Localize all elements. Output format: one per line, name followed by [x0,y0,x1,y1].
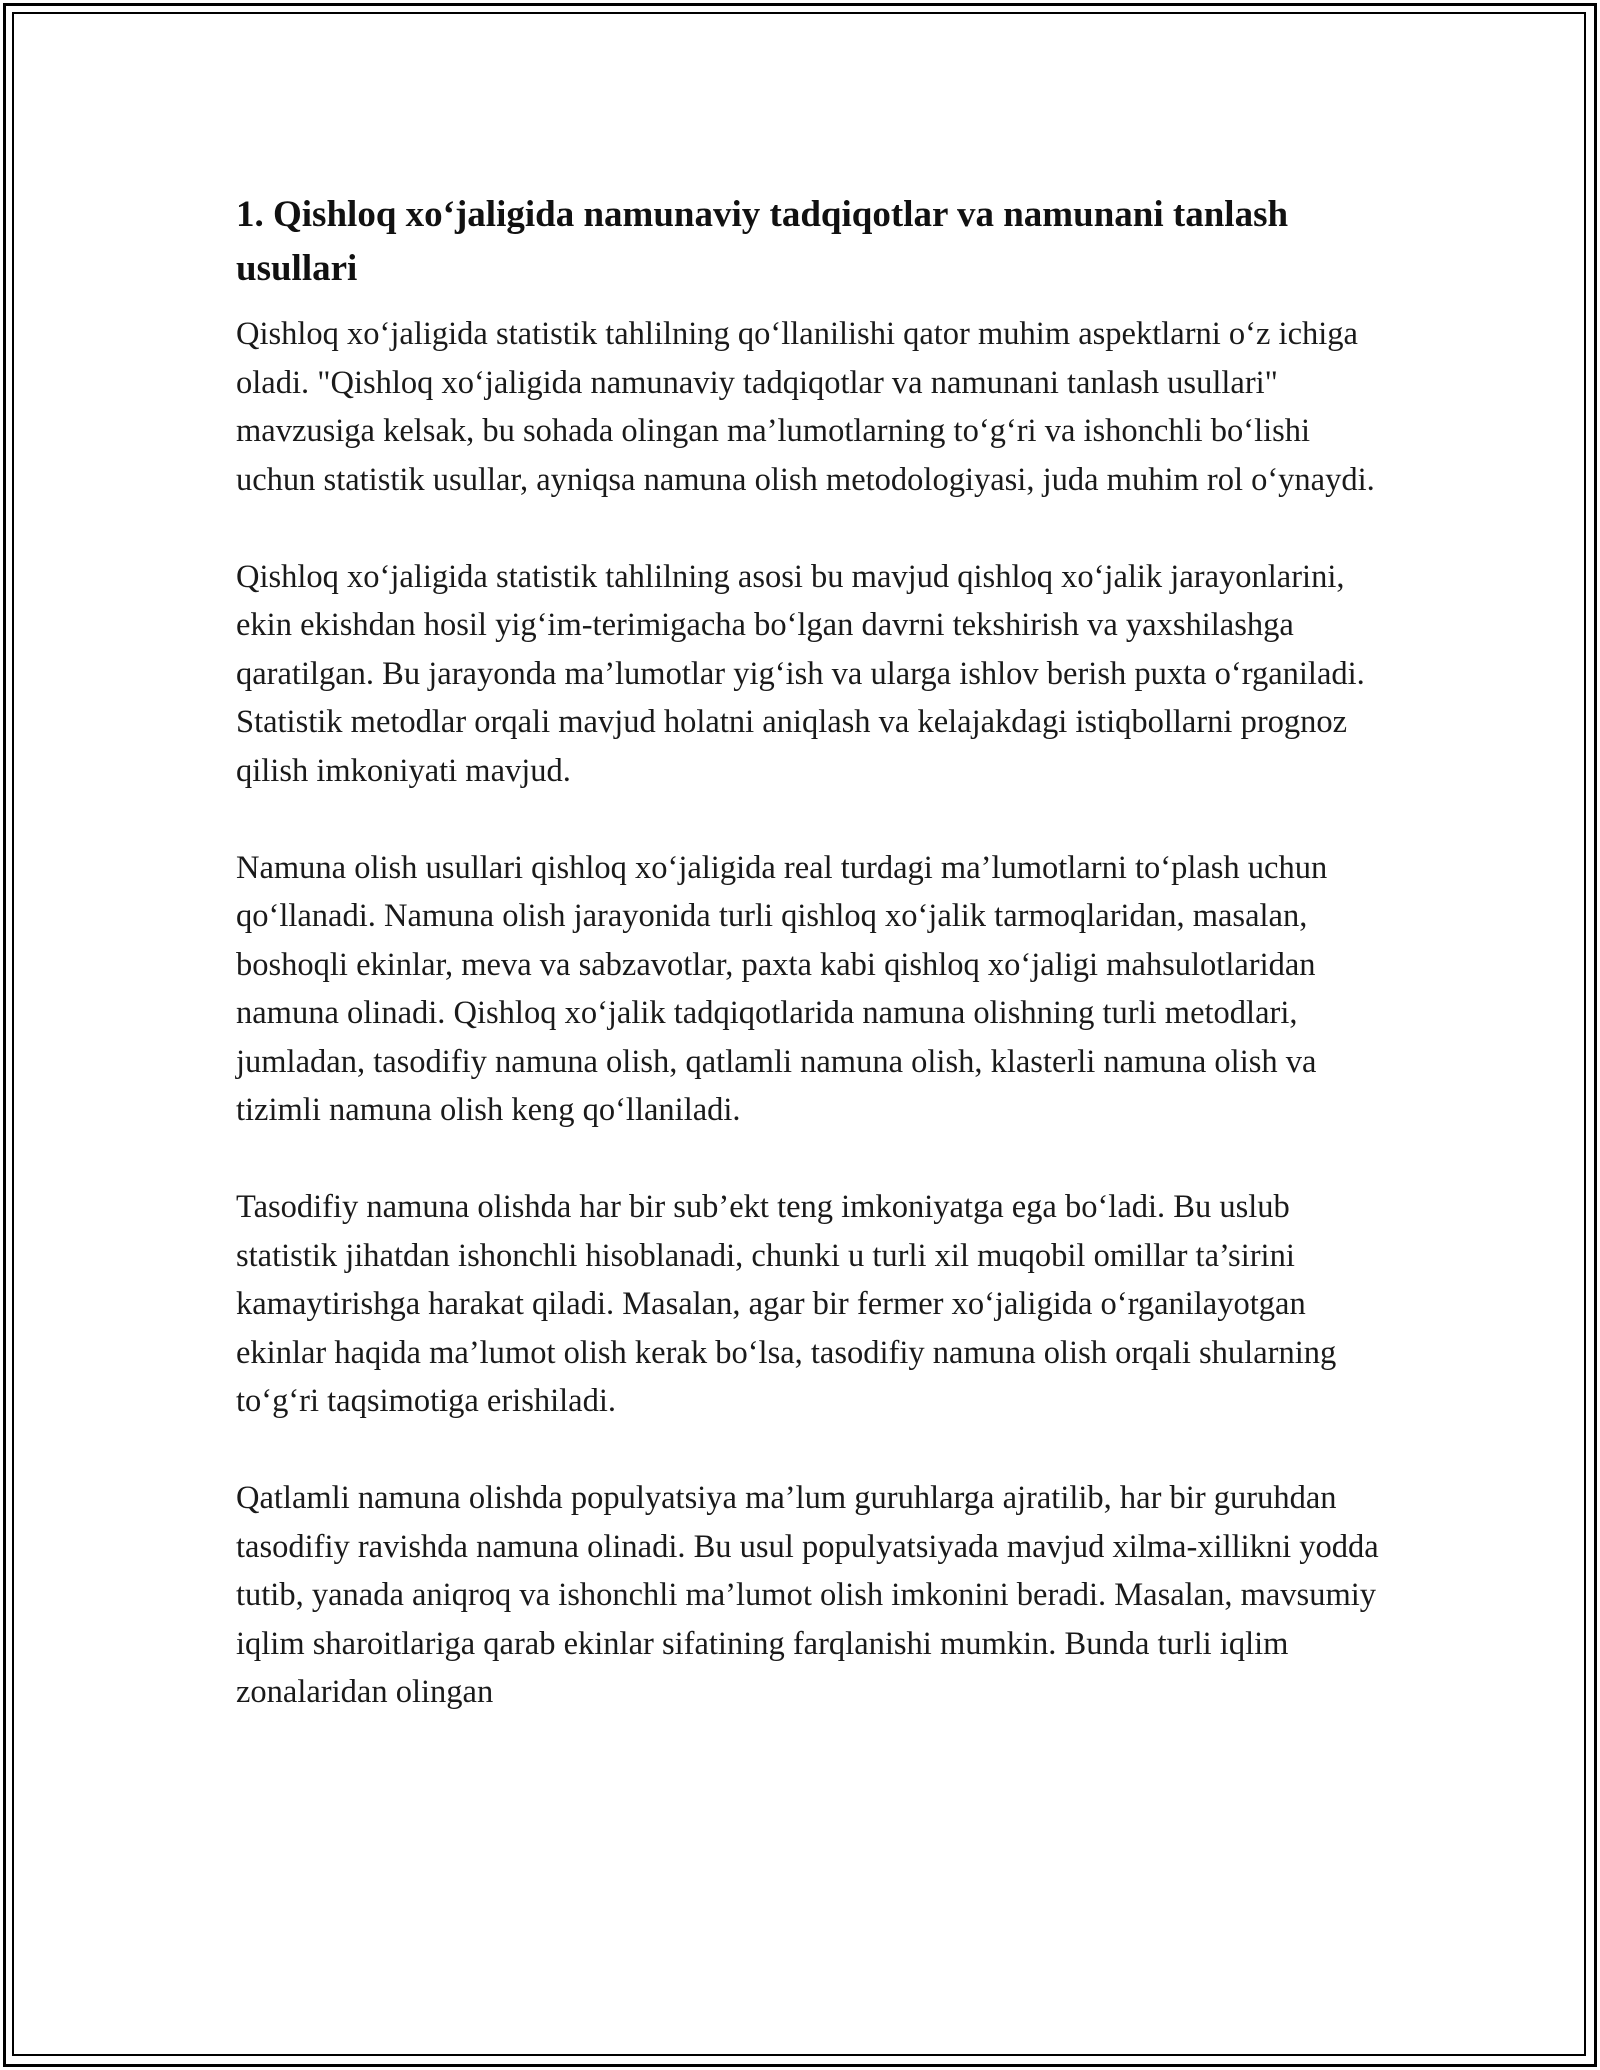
section-heading: 1. Qishloq xo‘jaligida namunaviy tadqiqotlar va namunani tanlash usullari [236,194,1289,289]
paragraph-4: Tasodifiy namuna olishda har bir sub’ekt teng imkoniyatga ega bo‘ladi. Bu uslub statistik jihatdan ishonchli hisoblanadi, chunki u turli xil muqobil omillar ta’sirini kamaytirishga harakat qiladi. Masalan, agar bir fermer xo‘jaligida o‘rganilayotgan ekinlar haqida ma’lumot olish kerak bo‘lsa, tasodifiy namuna olish orqali shularning to‘g‘ri taqsimotiga erishiladi. [236,1189,1337,1419]
paragraph-5: Qatlamli namuna olishda populyatsiya ma’lum guruhlarga ajratilib, har bir guruhdan tasodifiy ravishda namuna olinadi. Bu usul populyatsiyada mavjud xilma-xillikni yodda tutib, yanada aniqroq va ishonchli ma’lumot olish imkonini beradi. Masalan, mavsumiy iqlim sharoitlariga qarab ekinlar sifatining farqlanishi mumkin. Bunda turli iqlim zonalaridan olingan [236,1480,1379,1710]
document-body [236,188,1386,1765]
paragraph-3: Namuna olish usullari qishloq xo‘jaligida real turdagi ma’lumotlarni to‘plash uchun qo‘llanadi. Namuna olish jarayonida turli qishloq xo‘jalik tarmoqlaridan, masalan, boshoqli ekinlar, meva va sabzavotlar, paxta kabi qishloq xo‘jaligi mahsulotlaridan namuna olinadi. Qishloq xo‘jalik tadqiqotlarida namuna olishning turli metodlari, jumladan, tasodifiy namuna olish, qatlamli namuna olish, klasterli namuna olish va tizimli namuna olish keng qo‘llaniladi. [236,849,1328,1128]
paragraph-1: Qishloq xo‘jaligida statistik tahlilning qo‘llanilishi qator muhim aspektlarni o‘z ichiga oladi. "Qishloq xo‘jaligida namunaviy tadqiqotlar va namunani tanlash usullari" mavzusiga kelsak, bu sohada olingan ma’lumotlarning to‘g‘ri va ishonchli bo‘lishi uchun statistik usullar, ayniqsa namuna olish metodologiyasi, juda muhim rol o‘ynaydi. [236,316,1375,498]
paragraph-2: Qishloq xo‘jaligida statistik tahlilning asosi bu mavjud qishloq xo‘jalik jarayonlarini, ekin ekishdan hosil yig‘im-terimigacha bo‘lgan davrni tekshirish va yaxshilashga qaratilgan. Bu jarayonda ma’lumotlar yig‘ish va ularga ishlov berish puxta o‘rganiladi. Statistik metodlar orqali mavjud holatni aniqlash va kelajakdagi istiqbollarni prognoz qilish imkoniyati mavjud. [236,558,1365,789]
